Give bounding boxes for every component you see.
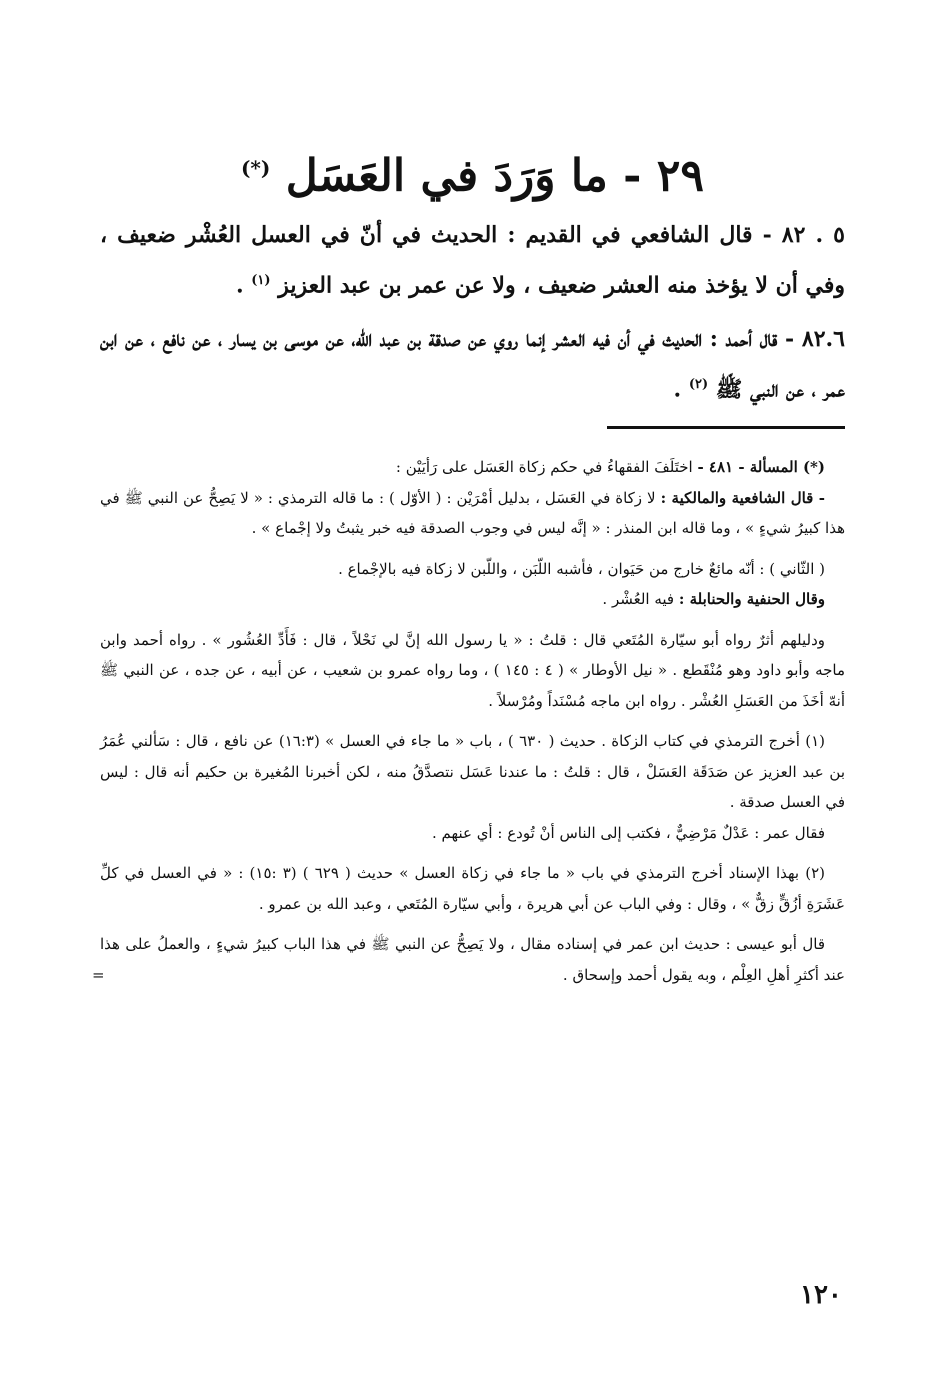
paragraph-text: ٥ . ٨٢ - قال الشافعي في القديم : الحديث في أنّ في العسل العُشْر ضعيف ، وفي أن لا يؤخذ منه العشر ضعيف ، ولا عن عمر بن عبد العزيز bbox=[100, 222, 845, 299]
footnote-ref: (٢) bbox=[688, 377, 709, 393]
paragraph-end: . bbox=[673, 376, 689, 403]
footnote-star-lead: (*) المسألة - ٤٨١ - bbox=[697, 458, 825, 476]
footnote-shafii-lead: - قال الشافعية والمالكية : bbox=[660, 488, 825, 507]
paragraph bbox=[100, 212, 845, 308]
footnote-star-proof: ودليلهم أثرٌ رواه أبو سيّارة المُتَعي قال : قلتُ : « يا رسول الله إنَّ لي نَحْلاً ، قال : فَأَدِّ العُشُور » . رواه أحمد وابن ماجه وأبو داود وهو مُنْقَطع . « نيل الأوطار » ( ٤ : ١٤٥ ) ، وما رواه عمرو بن شعيب ، عن أبيه ، عن جده ، عن النبي ﷺ أنهّ أخَذَ من العَسَلِ العُشْر . رواه ابن ماجه مُسْنَداً ومُرْسلاً . bbox=[100, 630, 845, 710]
footnote-star-intro bbox=[100, 452, 845, 483]
footnote-one-cont: فقال عمر : عَدْلٌ مَرْضِيٌّ ، فكتب إلى الناس أنْ تُودع : أي عنهم . bbox=[432, 823, 825, 842]
heading-text: ٢٩ - ما وَرَدَ في العَسَل bbox=[285, 150, 705, 202]
footnote-one: (١) أخرج الترمذي في كتاب الزكاة . حديث ( ٦٣٠ ) ، باب « ما جاء في العسل » (١٦:٣) عن نافع ، قال : سَألني عُمَرُ بن عبد العزيز عن صَدَقَة العَسَلْ ، قال : قلتُ : ما عندنا عَسَل نتصدَّقُ منه ، لكن أخبرنا المُغيرة بن حكيم أنه قال : ليس في العسل صدقة . bbox=[100, 732, 845, 811]
footnote-star-second: ( الثّاني ) : أنّه مائعٌ خارج من حَيَوان ، فأشبه اللّبَن ، واللّبن لا زكاة فيه بالإجْماع . bbox=[338, 559, 825, 578]
footnote-star-intro-text: اختَلَفَ الفقهاءُ في حكم زكاة العَسَل على رَأيَيْن : bbox=[395, 458, 698, 476]
continuation-mark: = bbox=[92, 965, 105, 984]
paragraph bbox=[100, 316, 845, 412]
footnote-star-hanafi bbox=[100, 584, 845, 615]
footnote-shafii-text: لا زكاة في العَسَل ، بدليل أمْرَيْن : ( الأوّل ) : ما قاله الترمذي : « لا يَصِحُّ عن النبي ﷺ في هذا كبيرُ شيءٍ » ، وما قاله ابن المنذر : « إنَّه ليس في وجوب الصدقة فيه خبر يثبتُ ولا إجْماع » . bbox=[100, 488, 845, 537]
footnotes bbox=[92, 452, 845, 990]
footnote-ref: (١) bbox=[251, 273, 271, 288]
footnote-separator bbox=[607, 426, 845, 429]
paragraph-text: ٨٢.٦ - قال أحمد : الحديث في أن فيه العشر إنما روي عن صدقة بن عبد الله، عن موسى بن يسار ، عن نافع ، عن ابن عمر ، عن النبي ﷺ bbox=[100, 326, 845, 403]
page-number: ١٢٠ bbox=[800, 1280, 842, 1310]
footnote-two-cont bbox=[92, 929, 845, 990]
footnote-star-shafii bbox=[100, 483, 845, 544]
footnote-two: (٢) بهذا الإسناد أخرج الترمذي في باب « ما جاء في زكاة العسل » حديث ( ٦٢٩ ) (٣ :١٥) : « في العسل في كلِّ عَشَرَةِ أزُقٍّ زقٌّ » ، وقال : وفي الباب عن أبي هريرة ، وأبي سيّارة المُتَعي ، وعبد الله بن عمرو . bbox=[100, 864, 845, 913]
footnote-two-cont-text: قال أبو عيسى : حديث ابن عمر في إسناده مقال ، ولا يَصِحُّ عن النبي ﷺ في هذا الباب كبيرُ شيءٍ ، والعملُ على هذا عند أكثرِ أهلِ العِلْم ، وبه يقول أحمد وإسحاق . bbox=[100, 935, 845, 984]
footnote-hanafi-text: فيه العُشْر . bbox=[602, 590, 679, 608]
footnote-hanafi-lead: وقال الحنفية والحنابلة : bbox=[678, 590, 825, 608]
heading-footnote-marker: (*) bbox=[240, 156, 271, 180]
main-text bbox=[100, 212, 845, 421]
paragraph-end: . bbox=[235, 272, 252, 299]
chapter-heading bbox=[100, 138, 845, 207]
